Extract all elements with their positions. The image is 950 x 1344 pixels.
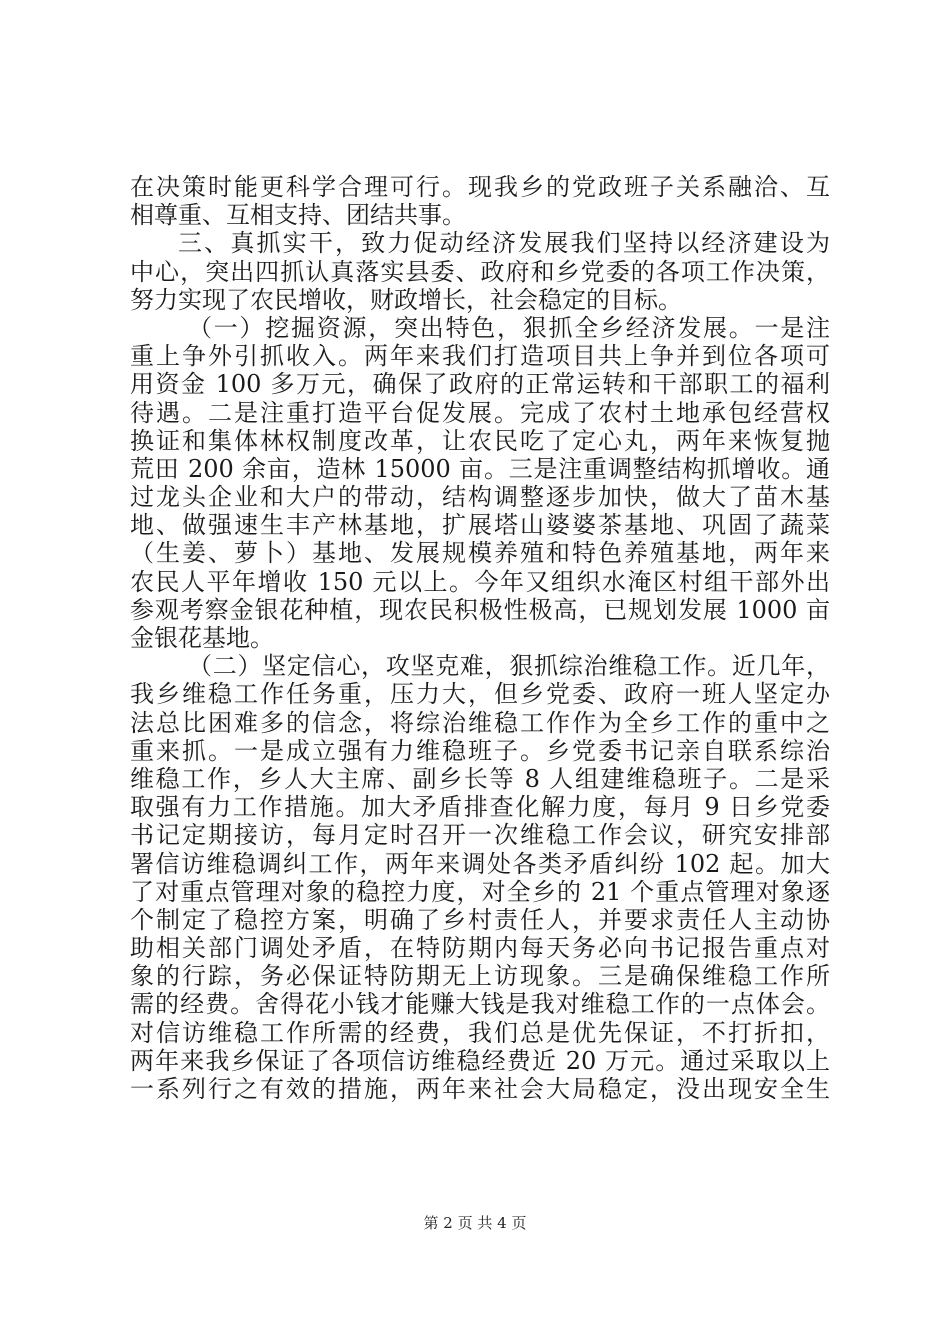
text-line: 象的行踪，务必保证特防期无上访现象。三是确保维稳工作所	[130, 962, 830, 991]
text-line: 过龙头企业和大户的带动，结构调整逐步加快，做大了苗木基	[130, 483, 830, 512]
text-line: 了对重点管理对象的稳控力度，对全乡的 21 个重点管理对象逐	[130, 877, 830, 906]
text-line: 在决策时能更科学合理可行。现我乡的党政班子关系融洽、互	[130, 173, 830, 201]
text-line: 中心，突出四抓认真落实县委、政府和乡党委的各项工作决策，	[130, 257, 830, 286]
text-line: 书记定期接访，每月定时召开一次维稳工作会议，研究安排部	[130, 821, 830, 850]
text-line: 三、真抓实干，致力促动经济发展我们坚持以经济建设为	[178, 229, 830, 258]
text-line: 农民人平年增收 150 元以上。今年又组织水淹区村组干部外出	[130, 567, 830, 596]
text-line: 待遇。二是注重打造平台促发展。完成了农村土地承包经营权	[130, 398, 830, 427]
page-footer: 第 2 页 共 4 页	[423, 1214, 527, 1232]
text-line: 荒田 200 余亩，造林 15000 亩。三是注重调整结构抓增收。通	[130, 454, 830, 483]
text-line: 努力实现了农民增收，财政增长，社会稳定的目标。	[130, 285, 682, 314]
text-line: 取强有力工作措施。加大矛盾排查化解力度，每月 9 日乡党委	[130, 793, 830, 822]
text-line: 助相关部门调处矛盾，在特防期内每天务必向书记报告重点对	[130, 934, 830, 963]
text-line: （一）挖掘资源，突出特色，狠抓全乡经济发展。一是注	[188, 313, 830, 342]
text-line: 金银花基地。	[130, 624, 274, 652]
text-line: 需的经费。舍得花小钱才能赚大钱是我对维稳工作的一点体会。	[130, 990, 830, 1019]
text-line: 我乡维稳工作任务重，压力大，但乡党委、政府一班人坚定办	[130, 680, 830, 709]
text-line: 署信访维稳调纠工作，两年来调处各类矛盾纠纷 102 起。加大	[130, 849, 830, 878]
text-line: 一系列行之有效的措施，两年来社会大局稳定，没出现安全生	[130, 1075, 830, 1103]
text-line: （二）坚定信心，攻坚克难，狠抓综治维稳工作。近几年，	[188, 652, 830, 681]
text-line: 重来抓。一是成立强有力维稳班子。乡党委书记亲自联系综治	[130, 736, 830, 765]
text-line: （生姜、萝卜）基地、发展规模养殖和特色养殖基地，两年来	[130, 539, 830, 568]
text-line: 个制定了稳控方案，明确了乡村责任人，并要求责任人主动协	[130, 905, 830, 934]
text-line: 地、做强速生丰产林基地，扩展塔山婆婆茶基地、巩固了蔬菜	[130, 511, 830, 540]
text-line: 两年来我乡保证了各项信访维稳经费近 20 万元。通过采取以上	[130, 1046, 830, 1075]
text-line: 换证和集体林权制度改革，让农民吃了定心丸，两年来恢复抛	[130, 426, 830, 455]
text-line: 法总比困难多的信念，将综治维稳工作作为全乡工作的重中之	[130, 708, 830, 737]
text-line: 相尊重、互相支持、团结共事。	[130, 201, 466, 230]
text-line: 对信访维稳工作所需的经费，我们总是优先保证，不打折扣，	[130, 1018, 830, 1047]
text-line: 维稳工作，乡人大主席、副乡长等 8 人组建维稳班子。二是采	[130, 764, 830, 793]
text-line: 参观考察金银花种植，现农民积极性极高，已规划发展 1000 亩	[130, 595, 830, 624]
text-line: 用资金 100 多万元，确保了政府的正常运转和干部职工的福利	[130, 370, 830, 399]
body-text	[130, 173, 830, 1103]
text-line: 重上争外引抓收入。两年来我们打造项目共上争并到位各项可	[130, 342, 830, 371]
